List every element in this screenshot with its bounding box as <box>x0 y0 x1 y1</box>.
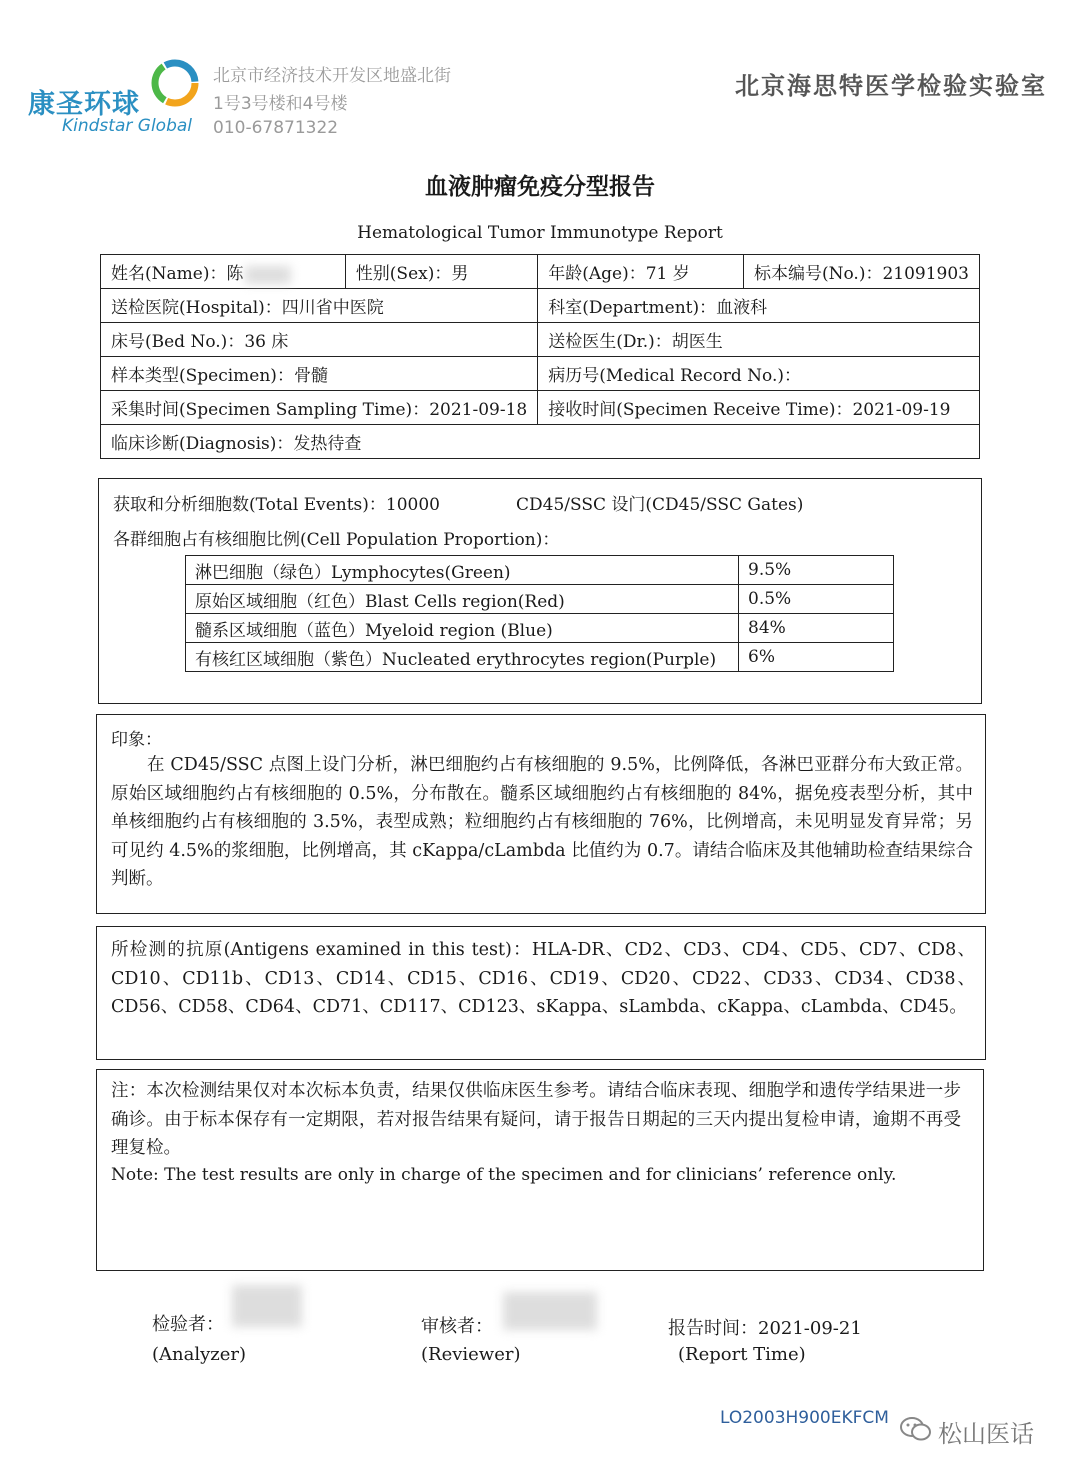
gate-info: CD45/SSC 设门(CD45/SSC Gates) <box>516 495 804 515</box>
antigens-text: 所检测的抗原(Antigens examined in this test)：HLA-DR、CD2、CD3、CD4、CD5、CD7、CD8、CD10、CD11b、CD13、CD14、CD15、CD16、CD19、CD20、CD22、CD33、CD34、CD38、CD56、CD58、CD64、CD71、CD117、CD123、sKappa、sLambda、cKappa、cLambda、CD45。 <box>111 940 975 1018</box>
impression-text: 在 CD45/SSC 点图上设门分析，淋巴细胞约占有核细胞的 9.5%，比例降低，各淋巴亚群分布大致正常。原始区域细胞约占有核细胞的 0.5%，分布散在。髓系区域细胞约占有核细胞的 84%，据免疫表型分析，其中单核细胞约占有核细胞的 3.5%，表型成熟；粒细胞约占有核细胞的 76%，比例增高，未见明显发育异常；另可见约 4.5%的浆细胞，比例增高，其 cKappa/cLambda 比值约为 0.7。请结合临床及其他辅助检查结果综合判断。 <box>111 755 973 890</box>
phone-number: 010-67871322 <box>213 118 339 138</box>
population-value: 9.5% <box>739 556 894 585</box>
population-table <box>185 555 894 672</box>
logo-chinese: 康圣环球 <box>28 89 140 120</box>
report-title-cn: 血液肿瘤免疫分型报告 <box>425 173 655 200</box>
sampling-time: 采集时间(Specimen Sampling Time)：2021-09-18 <box>101 391 538 425</box>
sample-number: 标本编号(No.)：21091903 <box>743 255 979 289</box>
analyzer-signature <box>232 1285 302 1327</box>
population-label: 髓系区域细胞（蓝色）Myeloid region (Blue) <box>186 614 739 643</box>
table-row <box>186 614 894 643</box>
impression-heading: 印象： <box>111 730 162 750</box>
diagnosis: 临床诊断(Diagnosis)：发热待查 <box>101 425 980 459</box>
lab-name: 北京海思特医学检验实验室 <box>735 71 1047 100</box>
reviewer-label-en: (Reviewer) <box>421 1344 521 1365</box>
hospital: 送检医院(Hospital)：四川省中医院 <box>101 289 538 323</box>
reviewer-signature <box>503 1292 597 1330</box>
note-text-cn: 注：本次检测结果仅对本次标本负责，结果仅供临床医生参考。请结合临床表现、细胞学和遗传学结果进一步确诊。由于标本保存有一定期限，若对报告结果有疑问，请于报告日期起的三天内提出复检申请，逾期不再受理复检。 <box>111 1081 961 1159</box>
total-events: 获取和分析细胞数(Total Events)：10000 <box>113 495 440 515</box>
report-time-label-en: (Report Time) <box>678 1344 806 1365</box>
table-row <box>186 585 894 614</box>
medical-record-number: 病历号(Medical Record No.)： <box>538 357 980 391</box>
document-code: LO2003H900EKFCM <box>720 1408 889 1428</box>
receive-time: 接收时间(Specimen Receive Time)：2021-09-19 <box>538 391 980 425</box>
analyzer-label-en: (Analyzer) <box>152 1344 247 1365</box>
report-time: 报告时间：2021-09-21 <box>668 1318 862 1339</box>
population-value: 6% <box>739 643 894 672</box>
bed-number: 床号(Bed No.)：36 床 <box>101 323 538 357</box>
redacted-name <box>245 266 291 284</box>
address-line-2: 1号3号楼和4号楼 <box>213 94 348 114</box>
address-line-1: 北京市经济技术开发区地盛北街 <box>213 66 451 86</box>
specimen-type: 样本类型(Specimen)：骨髓 <box>101 357 538 391</box>
watermark: 松山医话 <box>938 1420 1034 1448</box>
population-label: 有核红区域细胞（紫色）Nucleated erythrocytes region(Purple) <box>186 643 739 672</box>
logo-ring-icon <box>150 58 200 108</box>
reviewer-label: 审核者： <box>421 1316 493 1337</box>
logo-english: Kindstar Global <box>62 116 192 136</box>
population-value: 84% <box>739 614 894 643</box>
population-label: 原始区域细胞（红色）Blast Cells region(Red) <box>186 585 739 614</box>
patient-sex: 性别(Sex)：男 <box>345 255 537 289</box>
patient-name: 姓名(Name)：陈 <box>101 255 346 289</box>
analyzer-label: 检验者： <box>152 1314 224 1335</box>
table-row <box>186 643 894 672</box>
patient-age: 年龄(Age)：71 岁 <box>538 255 744 289</box>
patient-info-table <box>100 254 980 459</box>
doctor: 送检医生(Dr.)：胡医生 <box>538 323 980 357</box>
population-label: 淋巴细胞（绿色）Lymphocytes(Green) <box>186 556 739 585</box>
table-row <box>186 556 894 585</box>
note-text-en: Note: The test results are only in charge of the specimen and for clinicians’ reference only. <box>111 1165 897 1185</box>
population-proportion-label: 各群细胞占有核细胞比例(Cell Population Proportion)： <box>113 530 560 550</box>
wechat-icon <box>900 1416 932 1442</box>
report-title-en: Hematological Tumor Immunotype Report <box>357 223 723 243</box>
population-value: 0.5% <box>739 585 894 614</box>
department: 科室(Department)：血液科 <box>538 289 980 323</box>
